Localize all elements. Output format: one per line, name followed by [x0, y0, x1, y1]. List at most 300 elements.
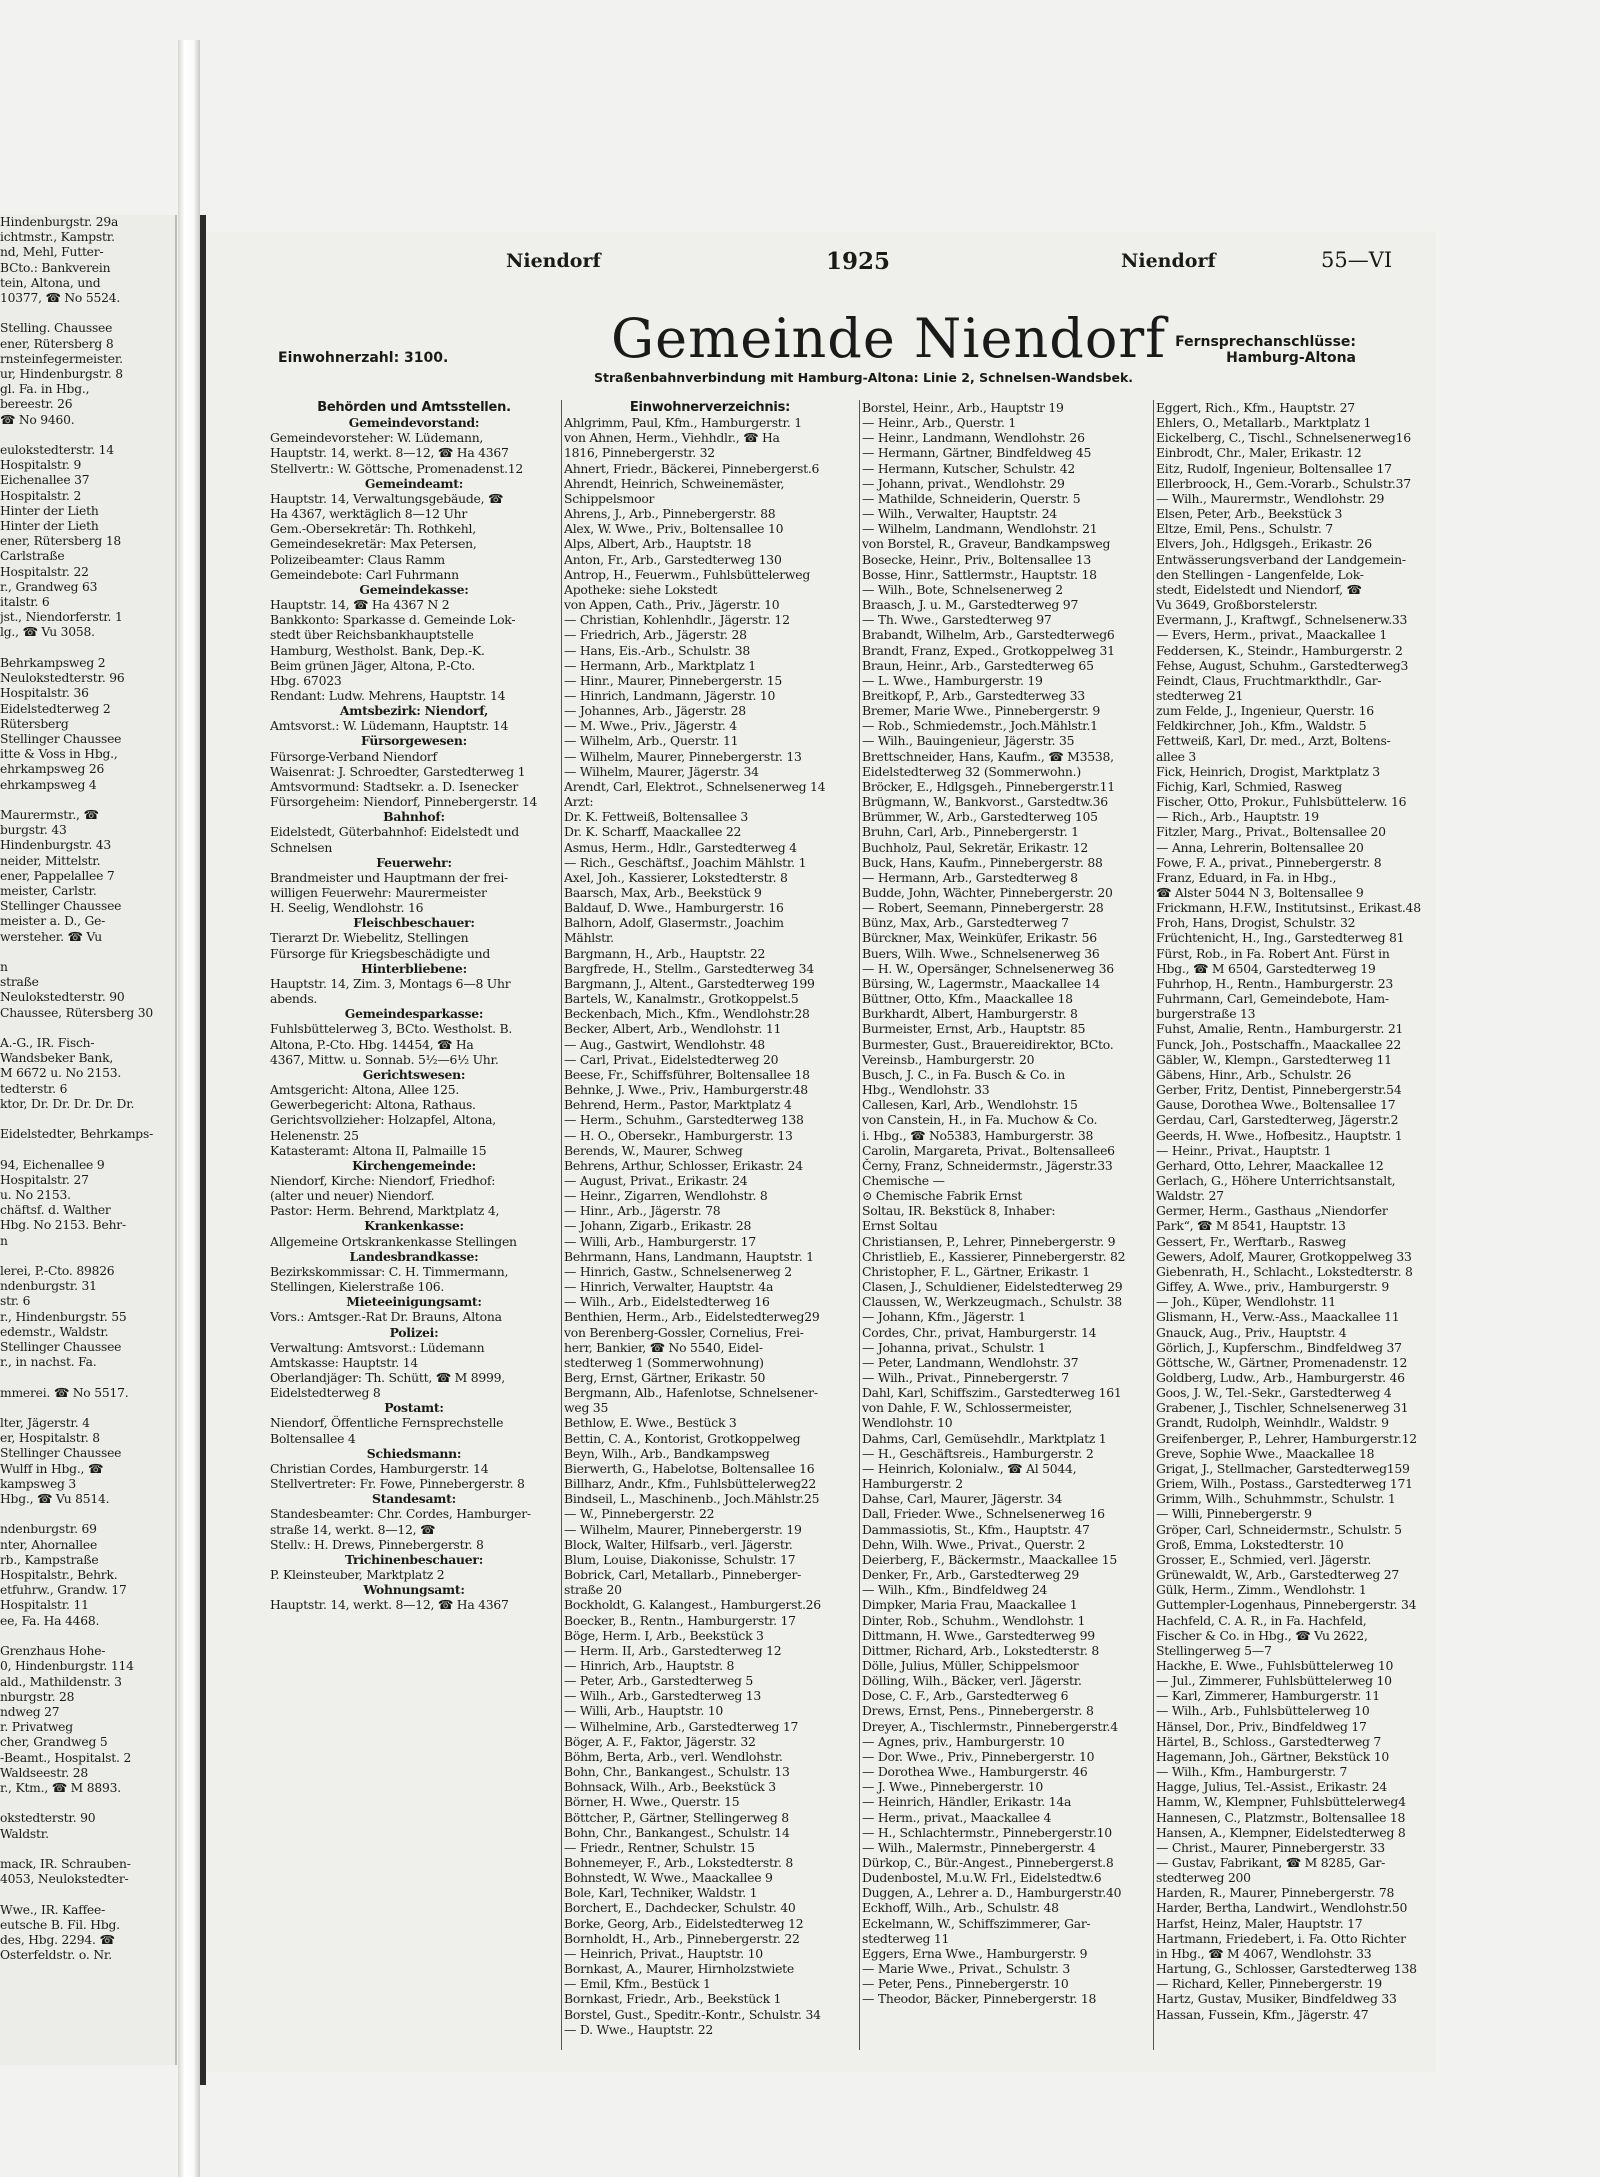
- directory-entry: Grosser, E., Schmied, verl. Jägerstr.: [1156, 1551, 1372, 1567]
- left-page-line: BCto.: Bankverein: [0, 260, 111, 275]
- directory-entry: Hagge, Julius, Tel.-Assist., Erikastr. 24: [1156, 1779, 1387, 1795]
- directory-entry: — Rich., Arb., Hauptstr. 19: [1156, 809, 1319, 825]
- left-page-line: ndweg 27: [0, 1704, 60, 1719]
- directory-entry: Hamm, W., Klempner, Fuhlsbüttelerweg4: [1156, 1794, 1406, 1810]
- directory-entry: Dinter, Rob., Schuhm., Wendlohstr. 1: [862, 1612, 1086, 1628]
- directory-entry: Bremer, Marie Wwe., Pinnebergerstr. 9: [862, 703, 1100, 719]
- directory-entry: Dimpker, Maria Frau, Maackallee 1: [862, 1597, 1078, 1613]
- directory-entry: stedterweg 21: [1156, 687, 1244, 703]
- left-page-line: [0, 1021, 175, 1036]
- directory-entry: — Johann, Kfm., Jägerstr. 1: [862, 1309, 1026, 1325]
- directory-entry: Bankkonto: Sparkasse d. Gemeinde Lok-: [270, 612, 516, 628]
- left-page-line: Stellinger Chaussee: [0, 1340, 122, 1355]
- directory-entry: — Aug., Gastwirt, Wendlohstr. 48: [564, 1036, 765, 1052]
- directory-entry: Pastor: Herm. Behrend, Marktplatz 4,: [270, 1203, 500, 1219]
- directory-entry: — Dorothea Wwe., Hamburgerstr. 46: [862, 1764, 1088, 1780]
- tram-connection: Straßenbahnverbindung mit Hamburg-Altona: Linie 2, Schnelsen-Wandsbek.: [594, 370, 1134, 385]
- directory-entry: — Theodor, Bäcker, Pinnebergerstr. 18: [862, 1991, 1097, 2007]
- directory-entry: Geerds, H. Wwe., Hofbesitz., Hauptstr. 1: [1156, 1127, 1403, 1143]
- left-page-line: Hospitalstr. 27: [0, 1172, 89, 1187]
- directory-entry: Vors.: Amtsger.-Rat Dr. Brauns, Altona: [270, 1309, 502, 1325]
- directory-entry: Dölle, Julius, Müller, Schippelsmoor: [862, 1657, 1079, 1673]
- directory-entry: Christlieb, E., Kassierer, Pinnebergerstr. 82: [862, 1248, 1126, 1264]
- directory-entry: — Robert, Seemann, Pinnebergerstr. 28: [862, 900, 1104, 916]
- directory-entry: Feldkirchner, Joh., Kfm., Waldstr. 5: [1156, 718, 1367, 734]
- running-head: [206, 244, 1436, 278]
- left-page-line: Neulokstedterstr. 96: [0, 671, 125, 686]
- directory-entry: — Richard, Keller, Pinnebergerstr. 19: [1156, 1976, 1382, 1992]
- left-page-line: Rütersberg: [0, 716, 69, 731]
- directory-entry: Baarsch, Max, Arb., Beekstück 9: [564, 885, 762, 900]
- directory-entry: Grimm, Wilh., Schuhmmstr., Schulstr. 1: [1156, 1491, 1396, 1507]
- directory-entry: Dahms, Carl, Gemüsehdlr., Marktplatz 1: [862, 1430, 1107, 1446]
- directory-entry: Entwässerungsverband der Landgemein-: [1156, 551, 1406, 567]
- directory-entry: — Wilh., Privat., Pinnebergerstr. 7: [862, 1370, 1069, 1385]
- directory-entry: — Wilh., Maurermstr., Wendlohstr. 29: [1156, 490, 1385, 506]
- left-page-line: Neulokstedterstr. 90: [0, 990, 125, 1005]
- subsection-heading: Schiedsmann:: [366, 1445, 462, 1461]
- directory-entry: Bartels, W., Kanalmstr., Grotkoppelst.5: [564, 991, 799, 1007]
- directory-entry: stedterweg 200: [1156, 1870, 1251, 1886]
- directory-entry: — H., Schlachtermstr., Pinnebergerstr.10: [862, 1824, 1112, 1840]
- directory-entry: Helenenstr. 25: [270, 1127, 359, 1143]
- directory-entry: Burmester, Gust., Brauereidirektor, BCto.: [862, 1036, 1114, 1052]
- directory-entry: Härtel, B., Schloss., Garstedterweg 7: [1156, 1733, 1382, 1749]
- directory-entry: — Karl, Zimmerer, Hamburgerstr. 11: [1156, 1688, 1380, 1704]
- directory-entry: Beese, Fr., Schiffsführer, Boltensallee 18: [564, 1066, 810, 1082]
- subsection-heading: Amtsbezirk: Niendorf,: [339, 703, 489, 719]
- directory-entry: Hauptstr. 14, werkt. 8—12, ☎ Ha 4367: [270, 1597, 509, 1613]
- directory-entry: Dr. K. Fettweiß, Boltensallee 3: [564, 809, 749, 825]
- left-page-line: A.-G., IR. Fisch-: [0, 1035, 95, 1050]
- directory-entry: Grünewaldt, W., Arb., Garstedterweg 27: [1156, 1567, 1399, 1583]
- left-page-line: mmerei. ☎ No 5517.: [0, 1385, 129, 1400]
- column-rule: [1153, 400, 1154, 2050]
- directory-entry: Becker, Albert, Arb., Wendlohstr. 11: [564, 1021, 782, 1037]
- left-page-line: Hospitalstr. 22: [0, 564, 89, 579]
- directory-entry: Ernst Soltau: [862, 1218, 938, 1234]
- directory-entry: — H., Geschäftsreis., Hamburgerstr. 2: [862, 1445, 1094, 1461]
- directory-entry: Dall, Frieder. Wwe., Schnelsenerweg 16: [862, 1506, 1105, 1522]
- left-page-line: Hospitalstr. 2: [0, 488, 82, 503]
- directory-entry: Gessert, Fr., Werftarb., Rasweg: [1156, 1233, 1347, 1249]
- left-page-line: Hinter der Lieth: [0, 503, 99, 518]
- left-page-line: ehrkampsweg 4: [0, 777, 97, 792]
- directory-entry: Fischer, Otto, Prokur., Fuhlsbüttelerw. 16: [1156, 794, 1407, 810]
- directory-entry: Arendt, Carl, Elektrot., Schnelsenerweg 14: [564, 778, 826, 794]
- directory-entry: Bohn, Chr., Bankangest., Schulstr. 13: [564, 1764, 790, 1780]
- directory-entry: — Hinrich, Verwalter, Hauptstr. 4a: [564, 1279, 774, 1295]
- directory-entry: — Wilh., Malermstr., Pinnebergerstr. 4: [862, 1839, 1096, 1855]
- directory-entry: — Mathilde, Schneiderin, Querstr. 5: [862, 490, 1081, 506]
- section-heading: Einwohnerverzeichnis:: [629, 400, 791, 415]
- residents-column-2: [862, 400, 1150, 2050]
- directory-entry: Böhm, Berta, Arb., verl. Wendlohstr.: [564, 1748, 783, 1764]
- left-page-line: Stellinger Chaussee: [0, 899, 122, 914]
- directory-entry: — Johann, privat., Wendlohstr. 29: [862, 475, 1065, 491]
- left-page-line: ehrkampsweg 26: [0, 762, 105, 777]
- directory-entry: Gnauck, Aug., Priv., Hauptstr. 4: [1156, 1324, 1347, 1340]
- directory-entry: Ahlgrimm, Paul, Kfm., Hamburgerstr. 1: [564, 415, 802, 431]
- directory-entry: Amtsgericht: Altona, Allee 125.: [270, 1082, 460, 1098]
- directory-entry: — Willi, Arb., Hamburgerstr. 17: [564, 1233, 756, 1249]
- left-page-line: nd, Mehl, Futter-: [0, 245, 104, 260]
- left-page-line: [0, 1842, 175, 1857]
- left-page-line: r., Hindenburgstr. 55: [0, 1309, 127, 1324]
- directory-entry: Guttempler-Logenhaus, Pinnebergerstr. 34: [1156, 1597, 1417, 1613]
- directory-entry: Bobrick, Carl, Metallarb., Pinneberger-: [564, 1567, 802, 1583]
- directory-entry: Gem.-Obersekretär: Th. Rothkehl,: [270, 521, 476, 537]
- directory-entry: — Rob., Schmiedemstr., Joch.Mählstr.1: [862, 718, 1098, 734]
- left-page-line: Hbg., ☎ Vu 8514.: [0, 1492, 110, 1507]
- directory-entry: Borstel, Gust., Speditr.-Kontr., Schulstr. 34: [564, 2006, 821, 2022]
- directory-entry: — D. Wwe., Hauptstr. 22: [564, 2021, 714, 2037]
- directory-entry: Hamburg, Westholst. Bank, Dep.-K.: [270, 642, 485, 658]
- directory-entry: Niendorf, Öffentliche Fernsprechstelle: [270, 1415, 504, 1431]
- subsection-heading: Postamt:: [384, 1400, 444, 1416]
- directory-entry: — Hinr., Maurer, Pinnebergerstr. 15: [564, 672, 782, 688]
- directory-entry: Früchtenicht, H., Ing., Garstedterweg 81: [1156, 930, 1405, 946]
- directory-entry: Anton, Fr., Arb., Garstedterweg 130: [564, 551, 782, 567]
- subsection-heading: Polizei:: [389, 1324, 439, 1340]
- left-page-line: Hindenburgstr. 43: [0, 838, 112, 853]
- directory-entry: Frickmann, H.F.W., Institutsinst., Erikast.48: [1156, 900, 1421, 916]
- directory-entry: Göttsche, W., Gärtner, Promenadenstr. 12: [1156, 1354, 1408, 1370]
- directory-entry: — H. W., Opersänger, Schnelsenerweg 36: [862, 960, 1114, 976]
- directory-entry: Axel, Joh., Kassierer, Lokstedterstr. 8: [564, 869, 788, 885]
- left-page-line: Hospitalstr. 9: [0, 458, 82, 473]
- left-page-line: 4053, Neulokstedter-: [0, 1872, 129, 1887]
- directory-entry: Tierarzt Dr. Wiebelitz, Stellingen: [270, 930, 469, 946]
- directory-entry: Drews, Ernst, Pens., Pinnebergerstr. 8: [862, 1703, 1094, 1719]
- page-number: 55—VI: [1321, 248, 1393, 272]
- directory-entry: — Wilhelm, Arb., Querstr. 11: [564, 733, 739, 749]
- directory-entry: Brabandt, Wilhelm, Arb., Garstedterweg6: [862, 627, 1115, 643]
- directory-entry: Stellingen, Kielerstraße 106.: [270, 1279, 445, 1295]
- directory-entry: Harden, R., Maurer, Pinnebergerstr. 78: [1156, 1885, 1395, 1901]
- directory-entry: — J. Wwe., Pinnebergerstr. 10: [862, 1779, 1043, 1795]
- directory-entry: Germer, Herm., Gasthaus „Niendorfer: [1156, 1203, 1388, 1219]
- directory-entry: Böger, A. F., Faktor, Jägerstr. 32: [564, 1733, 756, 1749]
- directory-entry: Dose, C. F., Arb., Garstedterweg 6: [862, 1688, 1069, 1704]
- directory-entry: Ehlers, O., Metallarb., Marktplatz 1: [1156, 415, 1372, 431]
- directory-entry: Bindseil, L., Maschinenb., Joch.Mählstr.25: [564, 1491, 820, 1507]
- left-page-line: cher, Grandweg 5: [0, 1735, 108, 1750]
- directory-entry: Amtsvormund: Stadtsekr. a. D. Isenecker: [270, 778, 519, 794]
- directory-entry: Berends, W., Maurer, Schweg: [564, 1142, 743, 1158]
- directory-entry: Balhorn, Adolf, Glasermstr., Joachim: [564, 915, 784, 931]
- directory-entry: Brümmer, W., Arb., Garstedterweg 105: [862, 809, 1098, 825]
- directory-entry: Goos, J. W., Tel.-Sekr., Garstedterweg 4: [1156, 1385, 1392, 1401]
- directory-entry: Dürkop, C., Bür.-Angest., Pinnebergerst.8: [862, 1855, 1114, 1870]
- left-page-fragment: [0, 215, 177, 2065]
- directory-entry: Ahrendt, Heinrich, Schweinemäster,: [564, 475, 785, 491]
- directory-entry: Ahrens, J., Arb., Pinnebergerstr. 88: [564, 506, 776, 522]
- book-binding: [178, 40, 200, 2177]
- directory-entry: Cordes, Chr., privat, Hamburgerstr. 14: [862, 1324, 1097, 1340]
- left-page-line: -Beamt., Hospitalst. 2: [0, 1750, 132, 1765]
- directory-entry: Asmus, Herm., Hdlr., Garstedterweg 4: [564, 839, 797, 855]
- directory-entry: Hachfeld, C. A. R., in Fa. Hachfeld,: [1156, 1612, 1367, 1628]
- directory-entry: — M. Wwe., Priv., Jägerstr. 4: [564, 718, 737, 734]
- directory-entry: — Heinr., Landmann, Wendlohstr. 26: [862, 430, 1085, 446]
- directory-entry: — Hermann, Kutscher, Schulstr. 42: [862, 460, 1076, 476]
- directory-entry: Benthien, Herm., Arb., Eidelstedterweg29: [564, 1309, 820, 1325]
- left-page-line: er, Hospitalstr. 8: [0, 1431, 100, 1446]
- directory-entry: Gäbens, Hinr., Arb., Schulstr. 26: [1156, 1066, 1352, 1082]
- directory-entry: Greve, Sophie Wwe., Maackallee 18: [1156, 1445, 1375, 1461]
- directory-entry: Eickelberg, C., Tischl., Schnelsenerweg16: [1156, 430, 1411, 446]
- directory-entry: Bürsing, W., Lagermstr., Maackallee 14: [862, 975, 1100, 991]
- running-head-right: Niendorf: [1121, 250, 1216, 272]
- directory-entry: Hassan, Fussein, Kfm., Jägerstr. 47: [1156, 2006, 1369, 2022]
- directory-entry: Denker, Fr., Arb., Garstedterweg 29: [862, 1567, 1079, 1583]
- directory-entry: Fürst, Rob., in Fa. Robert Ant. Fürst in: [1156, 945, 1390, 961]
- directory-entry: Wendlohstr. 10: [862, 1415, 953, 1431]
- left-page-line: Eidelstedterweg 2: [0, 701, 111, 716]
- directory-entry: Borstel, Heinr., Arb., Hauptstr 19: [862, 400, 1064, 415]
- directory-entry: Hartmann, Friedebert, i. Fa. Otto Richter: [1156, 1930, 1406, 1946]
- directory-entry: Budde, John, Wächter, Pinnebergerstr. 20: [862, 885, 1113, 900]
- directory-entry: — Johannes, Arb., Jägerstr. 28: [564, 703, 746, 719]
- directory-entry: — Wilhelm, Landmann, Wendlohstr. 21: [862, 521, 1098, 537]
- directory-entry: Brettschneider, Hans, Kaufm., ☎ M3538,: [862, 748, 1114, 764]
- directory-entry: Baldauf, D. Wwe., Hamburgerstr. 16: [564, 900, 784, 916]
- directory-entry: Bargfrede, H., Stellm., Garstedterweg 34: [564, 960, 814, 976]
- directory-entry: — H. O., Obersekr., Hamburgerstr. 13: [564, 1127, 793, 1143]
- directory-entry: Greifenberger, P., Lehrer, Hamburgerstr.12: [1156, 1430, 1417, 1446]
- directory-entry: — Herm. II, Arb., Garstedterweg 12: [564, 1642, 782, 1658]
- left-page-line: Maurermstr., ☎: [0, 807, 99, 822]
- left-page-line: Hindenburgstr. 29a: [0, 215, 119, 229]
- left-page-line: rnsteinfegermeister.: [0, 351, 123, 366]
- directory-entry: Amtskasse: Hauptstr. 14: [270, 1354, 418, 1370]
- directory-entry: Hackhe, E. Wwe., Fuhlsbüttelerweg 10: [1156, 1657, 1394, 1673]
- directory-entry: Dudenbostel, M.u.W. Frl., Eidelstedtw.6: [862, 1870, 1102, 1886]
- directory-entry: Christopher, F. L., Gärtner, Erikastr. 1: [862, 1263, 1090, 1279]
- directory-entry: Stellvertreter: Fr. Fowe, Pinnebergerstr. 8: [270, 1476, 525, 1492]
- subsection-heading: Wohnungsamt:: [363, 1582, 465, 1598]
- left-page-line: etfuhrw., Grandw. 17: [0, 1583, 127, 1598]
- left-page-line: Chaussee, Rütersberg 30: [0, 1005, 154, 1020]
- directory-entry: Blum, Louise, Diakonisse, Schulstr. 17: [564, 1551, 796, 1567]
- directory-entry: Fowe, F. A., privat., Pinnebergerstr. 8: [1156, 854, 1382, 870]
- directory-entry: Stellingerweg 5—7: [1156, 1642, 1272, 1658]
- directory-entry: — Willi, Pinnebergerstr. 9: [1156, 1506, 1312, 1522]
- directory-entry: Franz, Eduard, in Fa. in Hbg.,: [1156, 869, 1337, 885]
- left-page-line: [0, 1796, 175, 1811]
- left-page-line: [0, 641, 175, 656]
- directory-entry: Block, Walter, Hilfsarb., verl. Jägerstr.: [564, 1536, 793, 1552]
- directory-entry: Böge, Herm. I, Arb., Beekstück 3: [564, 1627, 764, 1643]
- directory-entry: von Borstel, R., Graveur, Bandkampsweg: [862, 536, 1111, 552]
- directory-entry: Waldstr. 27: [1156, 1188, 1224, 1204]
- left-page-line: ktor, Dr. Dr. Dr. Dr. Dr.: [0, 1096, 135, 1111]
- left-page-line: Hospitalstr. 11: [0, 1598, 89, 1613]
- left-page-line: u. No 2153.: [0, 1188, 71, 1202]
- directory-entry: — Wilh., Kfm., Hamburgerstr. 7: [1156, 1764, 1348, 1780]
- directory-entry: — W., Pinnebergerstr. 22: [564, 1506, 715, 1522]
- directory-entry: — Carl, Privat., Eidelstedterweg 20: [564, 1051, 779, 1067]
- directory-entry: Gerlach, G., Höhere Unterrichtsanstalt,: [1156, 1172, 1396, 1188]
- directory-entry: Hannesen, C., Platzmstr., Boltensallee 18: [1156, 1809, 1406, 1825]
- left-page-line: Behrkampsweg 2: [0, 655, 106, 670]
- directory-entry: — Peter, Pens., Pinnebergerstr. 10: [862, 1976, 1069, 1992]
- directory-entry: Giebenrath, H., Schlacht., Lokstedterstr. 8: [1156, 1263, 1413, 1279]
- directory-entry: Ha 4367, werktäglich 8—12 Uhr: [270, 506, 468, 522]
- left-page-line: eutsche B. Fil. Hbg.: [0, 1917, 120, 1932]
- directory-entry: — Christ., Maurer, Pinnebergerstr. 33: [1156, 1839, 1385, 1855]
- directory-entry: Bornkast, Friedr., Arb., Beekstück 1: [564, 1991, 782, 2007]
- directory-entry: Bornkast, A., Maurer, Hirnholzstwiete: [564, 1961, 794, 1977]
- directory-entry: — Hinrich, Arb., Hauptstr. 8: [564, 1657, 735, 1673]
- left-page-line: Stellinger Chaussee: [0, 731, 122, 746]
- directory-entry: — Jul., Zimmerer, Fuhlsbüttelerweg 10: [1156, 1673, 1392, 1689]
- left-page-line: gl. Fa. in Hbg.,: [0, 382, 90, 397]
- directory-entry: Callesen, Karl, Arb., Wendlohstr. 15: [862, 1097, 1078, 1113]
- directory-entry: Brandt, Franz, Exped., Grotkoppelweg 31: [862, 642, 1115, 658]
- left-page-line: tein, Altona, und: [0, 275, 101, 290]
- directory-entry: 4367, Mittw. u. Sonnab. 5½—6½ Uhr.: [270, 1051, 499, 1067]
- directory-entry: Černy, Franz, Schneidermstr., Jägerstr.33: [862, 1157, 1113, 1173]
- directory-entry: Eckhoff, Wilh., Arb., Schulstr. 48: [862, 1900, 1059, 1916]
- left-page-line: chäftsf. d. Walther: [0, 1203, 111, 1218]
- left-page-line: r. Privatweg: [0, 1720, 73, 1735]
- left-page-line: Hospitalstr., Behrk.: [0, 1568, 118, 1583]
- directory-entry: Christiansen, P., Lehrer, Pinnebergerstr. 9: [862, 1233, 1116, 1249]
- directory-entry: — Willi, Arb., Hauptstr. 10: [564, 1703, 724, 1719]
- directory-entry: Bettin, C. A., Kontorist, Grotkoppelweg: [564, 1430, 801, 1446]
- left-page-line: wersteher. ☎ Vu: [0, 929, 102, 944]
- directory-entry: Elsen, Peter, Arb., Beekstück 3: [1156, 506, 1343, 522]
- directory-entry: Hagemann, Joh., Gärtner, Bekstück 10: [1156, 1748, 1390, 1764]
- left-page-line: ichtmstr., Kampstr.: [0, 230, 115, 245]
- left-page-line: [0, 1401, 175, 1416]
- directory-entry: Gülk, Herm., Zimm., Wendlohstr. 1: [1156, 1582, 1367, 1598]
- directory-entry: Griem, Wilh., Postass., Garstedterweg 171: [1156, 1476, 1413, 1492]
- directory-entry: Bierwerth, G., Habelotse, Boltensallee 16: [564, 1460, 815, 1476]
- directory-entry: — Johanna, privat., Schulstr. 1: [862, 1339, 1046, 1355]
- directory-entry: — Gustav, Fabrikant, ☎ M 8285, Gar-: [1156, 1855, 1386, 1870]
- directory-entry: Harfst, Heinz, Maler, Hauptstr. 17: [1156, 1915, 1363, 1931]
- directory-entry: — Th. Wwe., Garstedterweg 97: [862, 612, 1052, 628]
- left-page-line: Carlstraße: [0, 549, 65, 564]
- left-page-line: Hospitalstr. 36: [0, 686, 89, 701]
- left-page-line: meister, Carlstr.: [0, 883, 97, 898]
- directory-entry: Fürsorgeheim: Niendorf, Pinnebergerstr. 14: [270, 794, 538, 810]
- directory-entry: Eggert, Rich., Kfm., Hauptstr. 27: [1156, 400, 1355, 415]
- directory-entry: Ellerbroock, H., Gem.-Vorarb., Schulstr.37: [1156, 475, 1411, 491]
- directory-entry: Deierberg, F., Bäckermstr., Maackallee 15: [862, 1551, 1117, 1567]
- directory-entry: — L. Wwe., Hamburgerstr. 19: [862, 672, 1043, 688]
- directory-entry: Görlich, J., Kupferschm., Bindfeldweg 37: [1156, 1339, 1402, 1355]
- left-page-line: Wwe., IR. Kaffee-: [0, 1902, 106, 1917]
- directory-entry: ☎ Alster 5044 N 3, Boltensallee 9: [1156, 885, 1364, 900]
- directory-entry: Gewerbegericht: Altona, Rathaus.: [270, 1097, 476, 1113]
- left-page-line: [0, 945, 175, 960]
- directory-entry: Bargmann, H., Arb., Hauptstr. 22: [564, 945, 766, 961]
- directory-entry: Fuhrhop, H., Rentn., Hamburgerstr. 23: [1156, 975, 1394, 991]
- directory-entry: — Heinr., Arb., Querstr. 1: [862, 415, 1016, 431]
- directory-entry: Dammassiotis, St., Kfm., Hauptstr. 47: [862, 1521, 1090, 1537]
- subsection-heading: Landesbrandkasse:: [349, 1248, 479, 1264]
- left-page-line: Hinter der Lieth: [0, 519, 99, 534]
- directory-entry: Schnelsen: [270, 839, 333, 855]
- left-page-line: kampsweg 3: [0, 1476, 77, 1491]
- directory-entry: Amtsvorst.: W. Lüdemann, Hauptstr. 14: [270, 718, 509, 734]
- directory-entry: — Evers, Herm., privat., Maackallee 1: [1156, 627, 1387, 643]
- directory-entry: Bargmann, J., Altent., Garstedterweg 199: [564, 975, 815, 991]
- directory-entry: Hauptstr. 14, Verwaltungsgebäude, ☎: [270, 490, 504, 506]
- directory-entry: Börner, H. Wwe., Querstr. 15: [564, 1794, 740, 1810]
- directory-entry: Dahse, Carl, Maurer, Jägerstr. 34: [862, 1491, 1063, 1507]
- directory-entry: Apotheke: siehe Lokstedt: [564, 581, 718, 597]
- directory-entry: — August, Privat., Erikastr. 24: [564, 1172, 748, 1188]
- directory-entry: Fischer & Co. in Hbg., ☎ Vu 2622,: [1156, 1627, 1368, 1643]
- directory-entry: Fehse, August, Schuhm., Garstedterweg3: [1156, 657, 1409, 673]
- directory-entry: Ahnert, Friedr., Bäckerei, Pinnebergerst.6: [564, 460, 820, 476]
- directory-entry: Evermann, J., Kraftwgf., Schnelsenerw.33: [1156, 612, 1408, 628]
- directory-entry: — Rich., Geschäftsf., Joachim Mählstr. 1: [564, 854, 807, 870]
- left-page-line: jst., Niendorferstr. 1: [0, 610, 123, 625]
- directory-entry: — Wilhelmine, Arb., Garstedterweg 17: [564, 1718, 799, 1734]
- directory-entry: Borke, Georg, Arb., Eidelstedterweg 12: [564, 1915, 804, 1931]
- directory-entry: Gerber, Fritz, Dentist, Pinnebergerstr.54: [1156, 1082, 1402, 1098]
- directory-entry: Gause, Dorothea Wwe., Boltensallee 17: [1156, 1097, 1396, 1113]
- directory-entry: — Wilh., Arb., Eidelstedterweg 16: [564, 1294, 770, 1310]
- directory-entry: Bergmann, Alb., Hafenlotse, Schnelsener-: [564, 1385, 818, 1401]
- left-page-line: burgstr. 43: [0, 823, 67, 838]
- left-page-line: lter, Jägerstr. 4: [0, 1416, 90, 1431]
- directory-entry: Bohnstedt, W. Wwe., Maackallee 9: [564, 1870, 773, 1886]
- directory-entry: Arzt:: [564, 794, 594, 810]
- directory-entry: Oberlandjäger: Th. Schütt, ☎ M 8999,: [270, 1370, 505, 1385]
- directory-entry: — Wilhelm, Maurer, Jägerstr. 34: [564, 763, 759, 779]
- directory-entry: Bruhn, Carl, Arb., Pinnebergerstr. 1: [862, 824, 1079, 840]
- directory-entry: Fürsorge-Verband Niendorf: [270, 748, 437, 764]
- directory-entry: — Wilh., Arb., Fuhlsbüttelerweg 10: [1156, 1703, 1370, 1719]
- directory-entry: Busch, J. C., in Fa. Busch & Co. in: [862, 1066, 1065, 1082]
- directory-entry: von Ahnen, Herm., Viehhdlr., ☎ Ha: [564, 430, 780, 446]
- subsection-heading: Gemeindeamt:: [364, 475, 464, 491]
- directory-entry: Braun, Heinr., Arb., Garstedterweg 65: [862, 657, 1094, 673]
- left-page-line: [0, 428, 175, 443]
- left-page-line: ur, Hindenburgstr. 8: [0, 367, 123, 382]
- directory-entry: — Heinrich, Privat., Hauptstr. 10: [564, 1945, 763, 1961]
- directory-entry: 1816, Pinnebergerstr. 32: [564, 445, 715, 461]
- directory-entry: Eidelstedt, Güterbahnhof: Eidelstedt und: [270, 824, 519, 840]
- directory-entry: herr, Bankier, ☎ No 5540, Eidel-: [564, 1339, 763, 1355]
- directory-entry: Dahl, Karl, Schiffszim., Garstedterweg 161: [862, 1385, 1122, 1401]
- left-page-line: [0, 1370, 175, 1385]
- directory-entry: Eidelstedterweg 32 (Sommerwohn.): [862, 763, 1081, 779]
- directory-entry: straße 14, werkt. 8—12, ☎: [270, 1521, 436, 1537]
- directory-entry: P. Kleinsteuber, Marktplatz 2: [270, 1567, 445, 1583]
- directory-entry: Altona, P.-Cto. Hbg. 14454, ☎ Ha: [270, 1036, 474, 1052]
- directory-entry: — Peter, Landmann, Wendlohstr. 37: [862, 1354, 1079, 1370]
- directory-page: [206, 232, 1436, 2072]
- directory-entry: Hartz, Gustav, Musiker, Bindfeldweg 33: [1156, 1991, 1397, 2007]
- telephone-label: Fernsprechanschlüsse:: [1175, 334, 1356, 350]
- directory-entry: Dehn, Wilh. Wwe., Privat., Querstr. 2: [862, 1536, 1086, 1552]
- directory-entry: Buck, Hans, Kaufm., Pinnebergerstr. 88: [862, 854, 1103, 870]
- residents-column-1: [564, 400, 856, 2050]
- directory-entry: Waisenrat: J. Schroedter, Garstedterweg 1: [270, 763, 526, 779]
- directory-entry: Park“, ☎ M 8541, Hauptstr. 13: [1156, 1218, 1346, 1234]
- directory-entry: Fichig, Karl, Schmied, Rasweg: [1156, 778, 1342, 794]
- directory-entry: — Friedrich, Arb., Jägerstr. 28: [564, 627, 747, 643]
- left-page-line: ndenburgstr. 31: [0, 1279, 97, 1294]
